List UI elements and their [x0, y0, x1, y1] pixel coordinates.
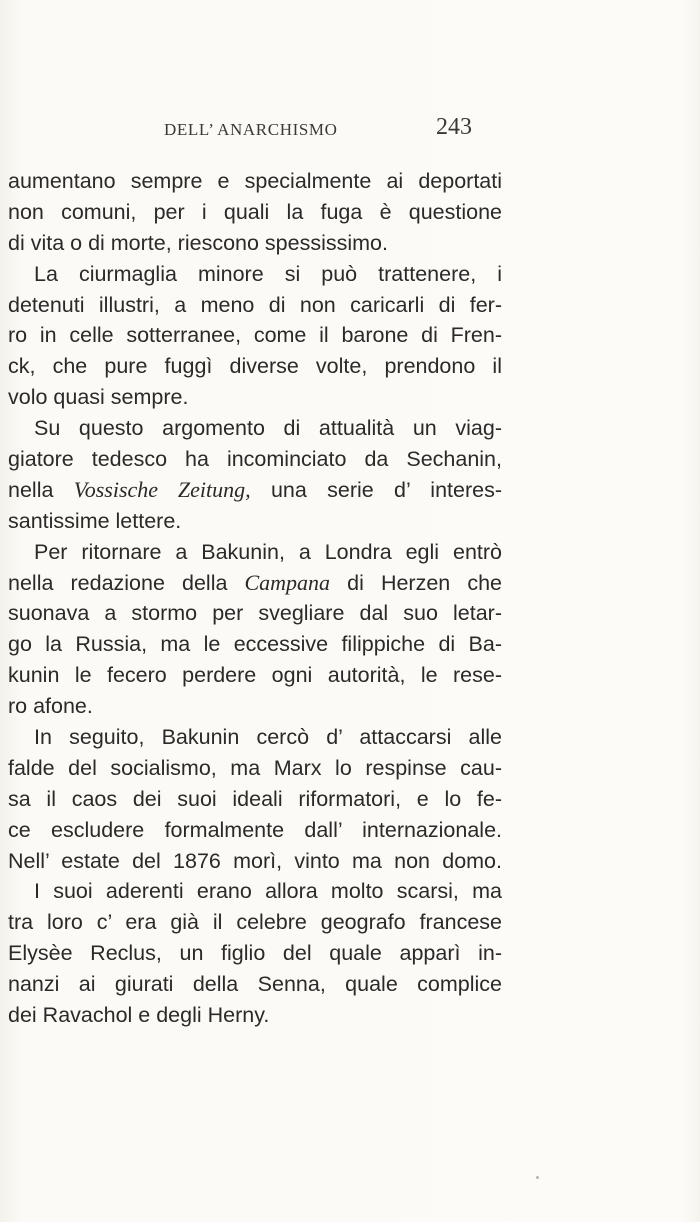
text-segment: di Herzen che — [330, 570, 502, 595]
text-line: I suoi aderenti erano allora molto scarsi, ma — [34, 879, 502, 904]
text-line — [8, 568, 502, 599]
text-line: tra loro c’ era già il celebre geografo francese — [8, 910, 502, 935]
text-line: Su questo argomento di attualità un viag- — [34, 416, 502, 441]
text-line — [8, 475, 502, 506]
text-line: suonava a stormo per svegliare dal suo letar- — [8, 601, 502, 626]
text-line: giatore tedesco ha incominciato da Sechanin, — [8, 447, 502, 472]
text-line: kunin le fecero perdere ogni autorità, le rese- — [8, 663, 502, 688]
text-line: In seguito, Bakunin cercò d’ attaccarsi alle — [34, 725, 502, 750]
text-line: aumentano sempre e specialmente ai deportati — [8, 169, 502, 193]
page-number: 243 — [436, 114, 472, 140]
text-line: nanzi ai giurati della Senna, quale complice — [8, 972, 502, 997]
text-line: volo quasi sempre. — [8, 385, 189, 410]
text-line: di vita o di morte, riescono spessissimo. — [8, 230, 388, 255]
text-line: santissime lettere. — [8, 508, 182, 533]
text-line: Elysèe Reclus, un figlio del quale apparì in- — [8, 941, 502, 966]
text-line: dei Ravachol e degli Herny. — [8, 1003, 270, 1028]
page-header — [0, 112, 700, 148]
text-segment: una serie d’ interes- — [250, 477, 502, 502]
text-segment: nella — [8, 477, 74, 502]
text-line: ck, che pure fuggì diverse volte, prendono il — [8, 354, 502, 379]
newspaper-title: Campana — [244, 569, 331, 595]
newspaper-title: Vossische Zeitung, — [73, 476, 251, 502]
text-line: ce escludere formalmente dall’ internazionale. — [8, 817, 502, 842]
body-text — [8, 166, 502, 1031]
text-line: Per ritornare a Bakunin, a Londra egli entrò — [34, 539, 502, 564]
paper-speck — [536, 1176, 539, 1179]
running-title: DELL’ ANARCHISMO — [164, 120, 338, 139]
text-line: go la Russia, ma le eccessive filippiche di Ba- — [8, 632, 502, 657]
text-line: Nell’ estate del 1876 morì, vinto ma non domo. — [8, 848, 502, 873]
text-line: detenuti illustri, a meno di non caricarli di fer- — [8, 292, 502, 317]
text-line: falde del socialismo, ma Marx lo respinse cau- — [8, 755, 502, 780]
text-line: non comuni, per i quali la fuga è questione — [8, 199, 502, 224]
text-line: ro afone. — [8, 694, 93, 719]
text-line: La ciurmaglia minore si può trattenere, i — [34, 261, 502, 286]
text-line: ro in celle sotterranee, come il barone di Fren- — [8, 323, 502, 348]
text-line: sa il caos dei suoi ideali riformatori, e lo fe- — [8, 786, 502, 811]
text-segment: nella redazione della — [8, 570, 245, 595]
